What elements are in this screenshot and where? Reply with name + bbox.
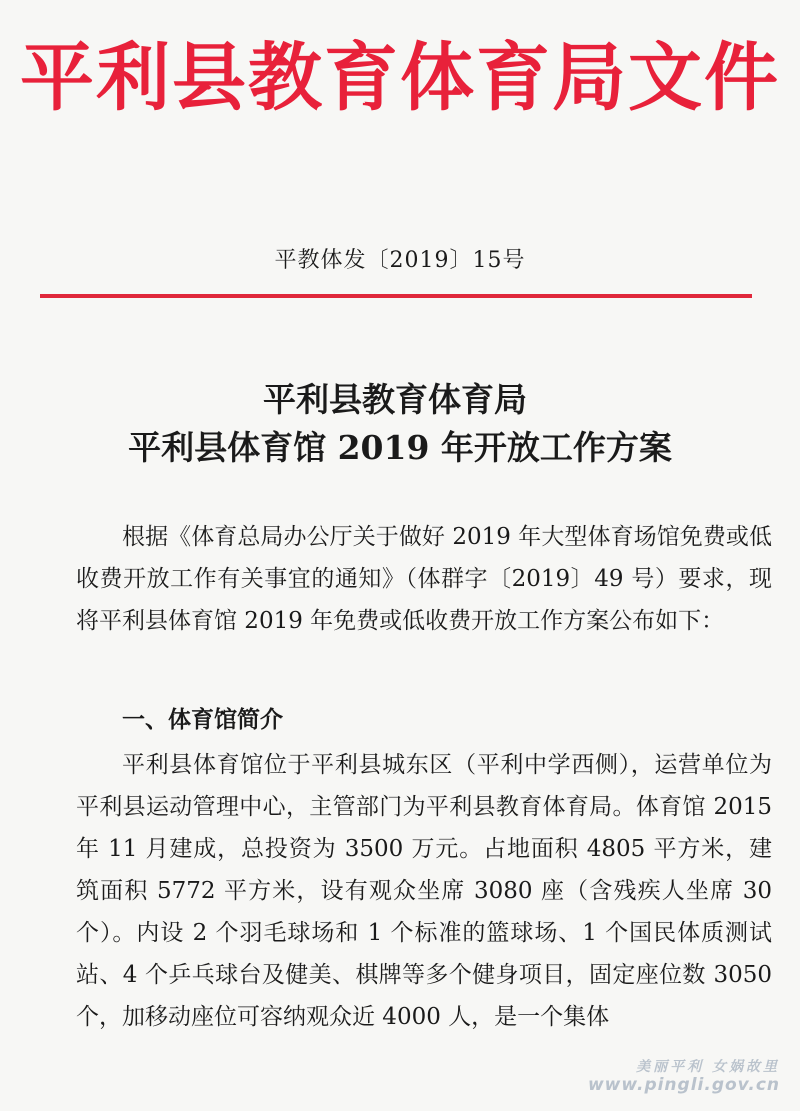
document-title-line-2: 平利县体育馆 2019 年开放工作方案 (128, 428, 672, 467)
document-number: 平教体发〔2019〕15号 (274, 248, 526, 273)
watermark-url: www.pingli.gov.cn (587, 1075, 780, 1095)
red-divider-line (40, 294, 752, 298)
document-title-line-1: 平利县教育体育局 (263, 380, 527, 419)
watermark-slogan: 美丽平利 女娲故里 (636, 1059, 780, 1075)
body-paragraph-venue-intro: 平利县体育馆位于平利县城东区（平利中学西侧），运营单位为平利县运动管理中心，主管部门为平利县教育体育局。体育馆 2015 年 11 月建成，总投资为 3500 万元。占地面积 4805 平方米，建筑面积 5772 平方米，设有观众坐席 3080 座（含残疾人坐席 30 个）。内设 2 个羽毛球场和 1 个标准的篮球场、1 个国民体质测试站、4 个乒乓球台及健美、棋牌等多个健身项目，固定座位数 3050 个，加移动座位可容纳观众近 4000 人，是一个集体 (76, 752, 772, 1030)
body-paragraph-intro: 根据《体育总局办公厅关于做好 2019 年大型体育场馆免费或低收费开放工作有关事宜的通知》（体群字〔2019〕49 号）要求，现将平利县体育馆 2019 年免费或低收费开放工作方案公布如下： (76, 524, 772, 634)
site-watermark (588, 1058, 780, 1094)
section-heading-1: 一、体育馆简介 (122, 707, 283, 733)
document-issuer-header: 平利县教育体育局文件 (20, 35, 780, 121)
